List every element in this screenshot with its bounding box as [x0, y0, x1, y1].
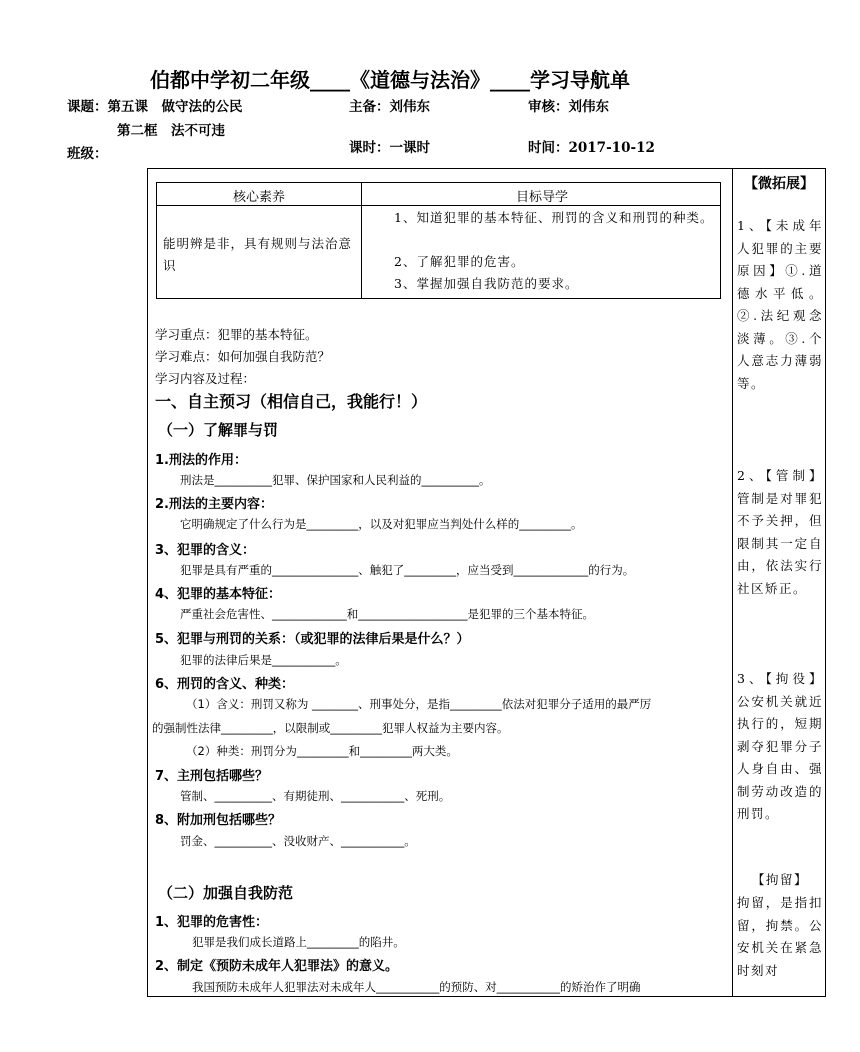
topic-sub: 第二框 法不可违: [117, 123, 225, 139]
sidebar-note-2: 2、【管制】管制是对罪犯不予关押，但限制其一定自由，依法实行社区矫正。: [737, 468, 823, 596]
goals-target-2: 2、了解犯罪的危害。: [394, 254, 525, 269]
a6c: （2）种类：刑罚分为_________和_________两大类。: [186, 744, 458, 758]
a6b: 的强制性法律_________，以限制或_________犯罪人权益为主要内容。: [152, 721, 509, 735]
page-title: 伯都中学初二年级____《道德与法治》____学习导航单: [150, 68, 630, 92]
a4: 严重社会危害性、_____________和___________________是犯罪的三个基本特征。: [180, 607, 594, 621]
subsection2-heading: （二）加强自我防范: [158, 884, 294, 902]
main-panel: [147, 168, 732, 997]
goals-core: 能明辨是非，具有规则与法治意识: [163, 236, 353, 273]
q9: 1、犯罪的危害性：: [155, 915, 269, 930]
a8: 罚金、__________、没收财产、___________。: [180, 834, 416, 848]
a1: 刑法是__________犯罪、保护国家和人民利益的__________。: [180, 473, 491, 487]
process-text: 学习内容及过程：: [155, 371, 256, 386]
class-label: 班级：: [67, 146, 108, 162]
q3: 3、犯罪的含义：: [155, 543, 256, 558]
reviewer-label: 审核：刘伟东: [528, 99, 609, 115]
sidebar-note-3: 3、【拘役】公安机关就近执行的，短期剥夺犯罪分子人身自由、强制劳动改造的刑罚。: [737, 671, 823, 821]
goals-target-3: 3、掌握加强自我防范的要求。: [394, 276, 579, 291]
a6a: （1）含义：刑罚又称为 ________、刑事处分，是指_________依法对犯罪分子适用的最严厉: [186, 697, 652, 711]
sidebar-title: 【微拓展】: [744, 176, 814, 192]
period-label: 课时：一课时: [349, 140, 430, 156]
q4: 4、犯罪的基本特征：: [155, 587, 282, 602]
topic-label: 课题：第五课 做守法的公民: [67, 99, 243, 115]
author-label: 主备：刘伟东: [349, 99, 430, 115]
sidebar-note-1: 1、【未成年人犯罪的主要原因】①.道德水平低。②.法纪观念淡薄。③.个人意志力薄弱等。: [737, 218, 823, 391]
section1-heading: 一、自主预习（相信自己，我能行！）: [155, 392, 428, 411]
goals-col1-header: 核心素养: [232, 190, 285, 205]
q10: 2、制定《预防未成年人犯罪法》的意义。: [155, 959, 399, 974]
q7: 7、主刑包括哪些？: [155, 769, 269, 784]
goals-col2-header: 目标导学: [515, 190, 568, 205]
q8: 8、附加刑包括哪些？: [155, 813, 282, 828]
a5: 犯罪的法律后果是___________。: [180, 653, 347, 667]
q5: 5、犯罪与刑罚的关系：（或犯罪的法律后果是什么？）: [155, 632, 470, 647]
q2: 2.刑法的主要内容：: [155, 497, 273, 512]
goals-table: [156, 182, 721, 299]
a7: 管制、__________、有期徒刑、___________、死刑。: [180, 789, 451, 803]
date-label: 时间：2017-10-12: [528, 140, 655, 156]
a9: 犯罪是我们成长道路上_________的陷井。: [192, 935, 405, 949]
sidebar-note-4-title: 【拘留】: [751, 872, 808, 887]
subsection1-heading: （一）了解罪与罚: [158, 421, 279, 439]
q1: 1.刑法的作用：: [155, 453, 247, 468]
goals-target-1: 1、知道犯罪的基本特征、刑罚的含义和刑罚的种类。: [394, 210, 714, 225]
focus-text: 学习重点：犯罪的基本特征。: [155, 327, 318, 342]
difficulty-text: 学习难点：如何加强自我防范？: [155, 349, 331, 364]
a10: 我国预防未成年人犯罪法对未成年人___________的预防、对___________的矫治作了明确: [192, 980, 641, 994]
sidebar-panel: [732, 168, 826, 997]
sidebar-note-4: 拘留，是指扣留，拘禁。公安机关在紧急时刻对: [737, 895, 823, 978]
a2: 它明确规定了什么行为是_________，以及对犯罪应当判处什么样的_________。: [180, 517, 583, 531]
a3: 犯罪是具有严重的_______________、触犯了_________，应当受到_____________的行为。: [180, 563, 635, 577]
q6: 6、刑罚的含义、种类：: [155, 677, 295, 692]
